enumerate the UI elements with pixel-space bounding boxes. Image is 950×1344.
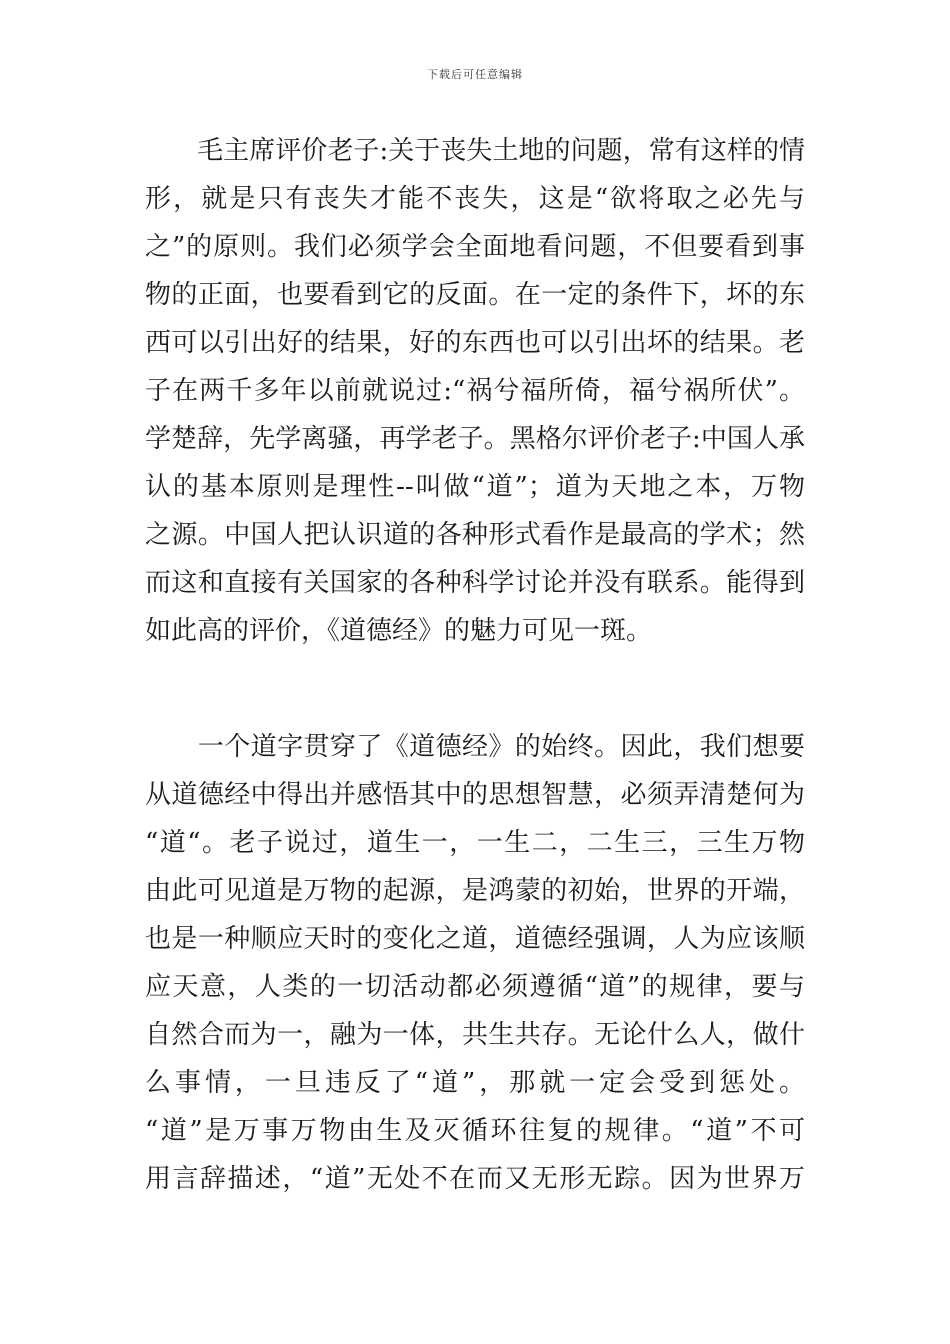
text-line: 毛主席评价老子:关于丧失土地的问题，常有这样的情: [145, 136, 805, 166]
text-line: “道“。老子说过，道生一，一生二，二生三，三生万物: [145, 828, 805, 858]
text-line: 应天意，人类的一切活动都必须遵循“道”的规律，要与: [145, 972, 805, 1002]
text-line: 之”的原则。我们必须学会全面地看问题，不但要看到事: [145, 232, 805, 262]
text-line: 西可以引出好的结果，好的东西也可以引出坏的结果。老: [145, 328, 805, 358]
text-line: 自然合而为一，融为一体，共生共存。无论什么人，做什: [145, 1020, 805, 1050]
text-line: 如此高的评价，《道德经》的魅力可见一斑。: [145, 616, 653, 646]
text-line: 也是一种顺应天时的变化之道，道德经强调，人为应该顺: [145, 924, 805, 954]
text-line: 物的正面，也要看到它的反面。在一定的条件下，坏的东: [145, 280, 805, 310]
page-header: 下载后可任意编辑: [427, 68, 523, 81]
text-line: 之源。中国人把认识道的各种形式看作是最高的学术；然: [145, 520, 805, 550]
text-line: 而这和直接有关国家的各种科学讨论并没有联系。能得到: [145, 568, 805, 598]
text-line: 认的基本原则是理性--叫做“道”；道为天地之本，万物: [145, 472, 805, 502]
text-line: 用言辞描述，“道”无处不在而又无形无踪。因为世界万: [145, 1164, 805, 1194]
text-line: 由此可见道是万物的起源，是鸿蒙的初始，世界的开端，: [145, 876, 805, 906]
text-line: 么事情，一旦违反了“道”，那就一定会受到惩处。: [145, 1068, 805, 1098]
paragraph-2: [145, 723, 805, 1203]
text-line: 一个道字贯穿了《道德经》的始终。因此，我们想要: [145, 732, 805, 762]
text-line: 从道德经中得出并感悟其中的思想智慧，必须弄清楚何为: [145, 780, 805, 810]
text-line: “道”是万事万物由生及灭循环往复的规律。“道”不可: [145, 1116, 805, 1146]
text-line: 形，就是只有丧失才能不丧失，这是“欲将取之必先与: [145, 184, 805, 214]
text-line: 学楚辞，先学离骚，再学老子。黑格尔评价老子:中国人承: [145, 424, 805, 454]
paragraph-1: [145, 127, 805, 655]
text-line: 子在两千多年以前就说过:“祸兮福所倚，福兮祸所伏”。: [145, 376, 805, 406]
